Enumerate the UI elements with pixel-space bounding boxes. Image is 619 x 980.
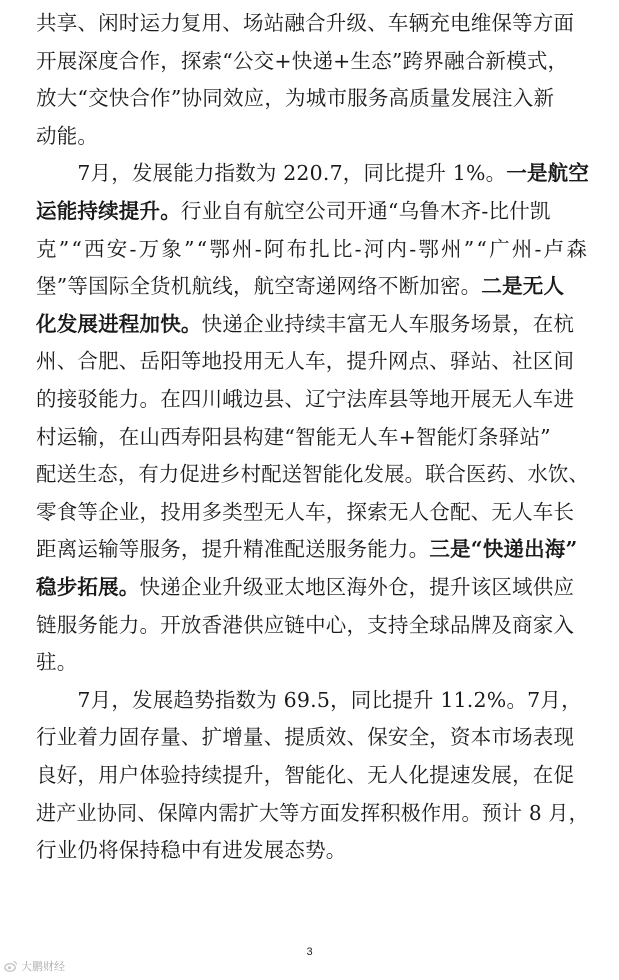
weibo-logo-icon [4, 959, 18, 973]
bold-heading-text: 稳步拓展。 [36, 575, 140, 599]
body-text: 堡”等国际全货机航线，航空寄递网络不断加密。 [36, 274, 482, 299]
text-line [36, 119, 98, 153]
body-text: 快递企业持续丰富无人车服务场景，在杭 [201, 311, 575, 336]
body-text: 配送生态，有力促进乡村配送智能化发展。联合医药、水饮、 [36, 462, 589, 487]
text-line [36, 232, 589, 266]
text-line [36, 156, 589, 190]
text-line [36, 307, 574, 341]
text-line [36, 833, 347, 867]
text-line [36, 420, 551, 454]
text-line [36, 44, 568, 78]
text-line [36, 758, 574, 792]
text-line [36, 382, 574, 416]
text-line [36, 683, 582, 717]
text-line [36, 194, 551, 228]
text-line [36, 796, 589, 830]
body-text: 州、合肥、岳阳等地投用无人车，提升网点、驿站、社区间 [36, 349, 575, 374]
body-text: 开展深度合作，探索“公交+快递+生态”跨界融合新模式， [36, 48, 569, 73]
watermark-text: 大鹏财经 [21, 960, 65, 973]
body-text: 放大“交快合作”协同效应，为城市服务高质量发展注入新 [36, 86, 555, 111]
bold-heading-text: 二是无人 [481, 274, 565, 299]
text-line [36, 457, 589, 491]
body-text: 进产业协同、保障内需扩大等方面发挥积极作用。预计 8 月， [36, 800, 589, 825]
text-line [36, 81, 554, 115]
text-line [36, 495, 574, 529]
watermark [4, 958, 65, 974]
body-text: 7月，发展能力指数为 220.7，同比提升 1%。 [36, 161, 507, 186]
body-text: 零食等企业，投用多类型无人车，探索无人仓配、无人车长 [36, 499, 575, 524]
text-line [36, 645, 77, 679]
body-text: 动能。 [36, 123, 99, 148]
body-text: 距离运输等服务，提升精准配送服务能力。 [36, 537, 430, 562]
body-text: 良好，用户体验持续提升，智能化、无人化提速发展，在促 [36, 763, 575, 787]
text-line [36, 570, 574, 604]
text-line [36, 344, 574, 378]
bold-heading-text: 化发展进程加快。 [36, 311, 202, 336]
bold-heading-text: 三是“快递出海” [429, 537, 578, 562]
text-line [36, 6, 574, 40]
body-text: 克”“西安-万象”“鄂州-阿布扎比-河内-鄂州”“广州-卢森 [36, 236, 590, 261]
text-line [36, 720, 574, 754]
bold-heading-text: 运能持续提升。 [36, 199, 181, 223]
body-text: 行业仍将保持稳中有进发展态势。 [36, 838, 347, 863]
body-text: 村运输，在山西寿阳县构建“智能无人车+智能灯条驿站” [36, 424, 551, 449]
body-text: 驻。 [36, 650, 78, 675]
body-text: 7月，发展趋势指数为 69.5，同比提升 11.2%。7月， [36, 687, 582, 712]
text-line [36, 269, 564, 303]
body-text: 共享、闲时运力复用、场站融合升级、车辆充电维保等方面 [36, 11, 575, 35]
page-number: 3 [306, 946, 313, 958]
text-line [36, 532, 578, 566]
body-text: 的接驳能力。在四川峨边县、辽宁法库县等地开展无人车进 [36, 387, 575, 411]
bold-heading-text: 一是航空 [506, 161, 590, 186]
body-text: 快递企业升级亚太地区海外仓，提升该区域供应 [139, 575, 575, 599]
body-text: 行业着力固存量、扩增量、提质效、保安全，资本市场表现 [36, 725, 575, 750]
text-line [36, 608, 574, 642]
body-text: 行业自有航空公司开通“乌鲁木齐-比什凯 [180, 199, 551, 223]
body-text: 链服务能力。开放香港供应链中心，支持全球品牌及商家入 [36, 612, 575, 637]
